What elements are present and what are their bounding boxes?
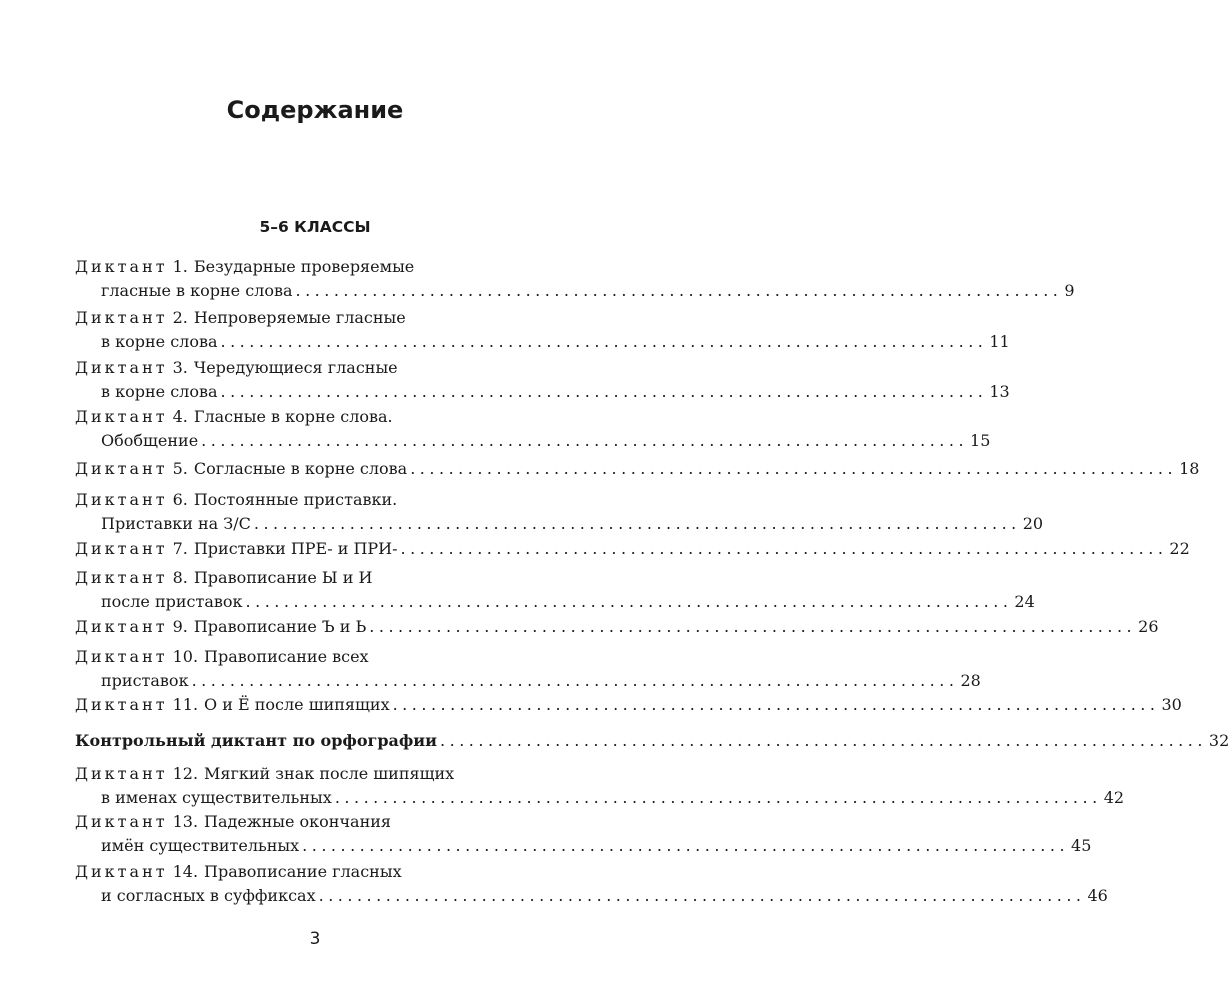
leader-dots: ................................................................................	[302, 836, 1070, 855]
toc-entry-line	[101, 279, 1075, 303]
leader-dots: ................................................................................	[253, 514, 1021, 533]
toc-entry-title: в корне слова	[101, 332, 218, 351]
toc-entry-line	[101, 786, 1125, 810]
toc-entry-title: и согласных в суффиксах	[101, 886, 316, 905]
page-number: 3	[309, 929, 321, 949]
dictation-label: Диктант	[75, 617, 168, 636]
toc-entry-line	[101, 590, 1035, 614]
toc-entry-line	[75, 405, 393, 429]
toc-entry-title: Обобщение	[101, 431, 199, 450]
toc-entry-line	[75, 810, 391, 834]
dictation-number: 14.	[172, 862, 199, 881]
toc-entry-line	[75, 860, 402, 884]
toc-entry-title: Правописание Ъ и Ь	[193, 617, 367, 636]
dictation-label: Диктант	[75, 695, 168, 714]
dictation-label: Диктант	[75, 568, 168, 587]
leader-dots: ................................................................................	[201, 431, 969, 450]
dictation-number: 8.	[172, 568, 188, 587]
page-title: Содержание	[226, 96, 404, 124]
dictation-number: 7.	[172, 539, 188, 558]
leader-dots: ................................................................................	[220, 332, 988, 351]
toc-entry-title: Контрольный диктант по орфографии	[75, 731, 438, 750]
dictation-number: 6.	[172, 490, 188, 509]
toc-page-number: 46	[1087, 886, 1108, 905]
toc-entry-title: Безударные проверяемые	[193, 257, 415, 276]
toc-entry-title: Постоянные приставки.	[193, 490, 398, 509]
toc-entry-line	[101, 669, 981, 693]
dictation-number: 2.	[172, 308, 188, 327]
toc-entry-title: Согласные в корне слова	[193, 459, 408, 478]
toc-entry-line	[101, 429, 991, 453]
toc-entry-title: приставок	[101, 671, 189, 690]
dictation-number: 4.	[172, 407, 188, 426]
leader-dots: ................................................................................	[245, 592, 1013, 611]
toc-entry-title: в именах существительных	[101, 788, 332, 807]
toc-entry-title: Правописание Ы и И	[193, 568, 373, 587]
toc-entry-title: Приставки на З/С	[101, 514, 251, 533]
toc-entry-title: Правописание всех	[204, 647, 369, 666]
dictation-label: Диктант	[75, 459, 168, 478]
toc-entry-line	[75, 306, 406, 330]
dictation-label: Диктант	[75, 764, 168, 783]
leader-dots: ................................................................................	[191, 671, 959, 690]
toc-page-number: 26	[1138, 617, 1159, 636]
toc-entry-line	[101, 380, 1010, 404]
toc-entry-title: после приставок	[101, 592, 243, 611]
leader-dots: ................................................................................	[410, 459, 1178, 478]
dictation-number: 10.	[172, 647, 199, 666]
leader-dots: ................................................................................	[440, 731, 1207, 750]
toc-entry-line	[75, 615, 1159, 639]
toc-entry-line	[101, 330, 1010, 354]
toc-page-number: 24	[1014, 592, 1035, 611]
dictation-label: Диктант	[75, 257, 168, 276]
dictation-label: Диктант	[75, 490, 168, 509]
toc-page-number: 28	[960, 671, 981, 690]
leader-dots: ................................................................................	[392, 695, 1160, 714]
toc-entry-line	[75, 537, 1190, 561]
toc-page-number: 13	[989, 382, 1010, 401]
toc-entry-title: имён существительных	[101, 836, 300, 855]
toc-page-number: 32	[1208, 731, 1229, 750]
toc-entry-line	[75, 488, 397, 512]
dictation-number: 13.	[172, 812, 199, 831]
leader-dots: ................................................................................	[295, 281, 1063, 300]
leader-dots: ................................................................................	[318, 886, 1086, 905]
toc-entry-line	[75, 729, 1229, 753]
toc-entry-line	[75, 566, 372, 590]
toc-page-number: 9	[1064, 281, 1075, 300]
leader-dots: ................................................................................	[369, 617, 1137, 636]
toc-entry-title: в корне слова	[101, 382, 218, 401]
toc-entry-line	[101, 834, 1092, 858]
dictation-label: Диктант	[75, 862, 168, 881]
dictation-number: 1.	[172, 257, 188, 276]
dictation-label: Диктант	[75, 407, 168, 426]
dictation-number: 3.	[172, 358, 188, 377]
leader-dots: ................................................................................	[220, 382, 988, 401]
toc-page-number: 15	[970, 431, 991, 450]
toc-page-number: 20	[1022, 514, 1044, 533]
toc-entry-line	[75, 762, 454, 786]
dictation-number: 11.	[172, 695, 199, 714]
toc-entry-line	[75, 356, 398, 380]
toc-page-number: 18	[1179, 459, 1200, 478]
dictation-label: Диктант	[75, 812, 168, 831]
toc-entry-title: Непроверяемые гласные	[193, 308, 406, 327]
leader-dots: ................................................................................	[334, 788, 1102, 807]
dictation-label: Диктант	[75, 358, 168, 377]
toc-entry-line	[75, 693, 1182, 717]
toc-entry-line	[75, 645, 369, 669]
section-heading: 5–6 КЛАССЫ	[259, 218, 371, 236]
dictation-number: 9.	[172, 617, 188, 636]
dictation-number: 5.	[172, 459, 188, 478]
toc-page-number: 11	[989, 332, 1010, 351]
toc-entry-title: гласные в корне слова	[101, 281, 293, 300]
toc-entry-title: Мягкий знак после шипящих	[204, 764, 455, 783]
toc-entry-line	[75, 457, 1200, 481]
dictation-label: Диктант	[75, 539, 168, 558]
toc-entry-line	[101, 884, 1108, 908]
toc-entry-line	[101, 512, 1044, 536]
toc-entry-title: Приставки ПРЕ- и ПРИ-	[193, 539, 398, 558]
toc-entry-title: О и Ё после шипящих	[204, 695, 390, 714]
toc-page-number: 45	[1071, 836, 1092, 855]
toc-page-number: 30	[1161, 695, 1182, 714]
toc-entry-title: Гласные в корне слова.	[193, 407, 393, 426]
dictation-number: 12.	[172, 764, 199, 783]
toc-entry-title: Правописание гласных	[204, 862, 402, 881]
toc-page-number: 22	[1169, 539, 1190, 558]
toc-entry-line	[75, 255, 414, 279]
toc-entry-title: Падежные окончания	[204, 812, 391, 831]
toc-entry-title: Чередующиеся гласные	[193, 358, 398, 377]
dictation-label: Диктант	[75, 308, 168, 327]
leader-dots: ................................................................................	[400, 539, 1168, 558]
toc-page-number: 42	[1103, 788, 1125, 807]
dictation-label: Диктант	[75, 647, 168, 666]
